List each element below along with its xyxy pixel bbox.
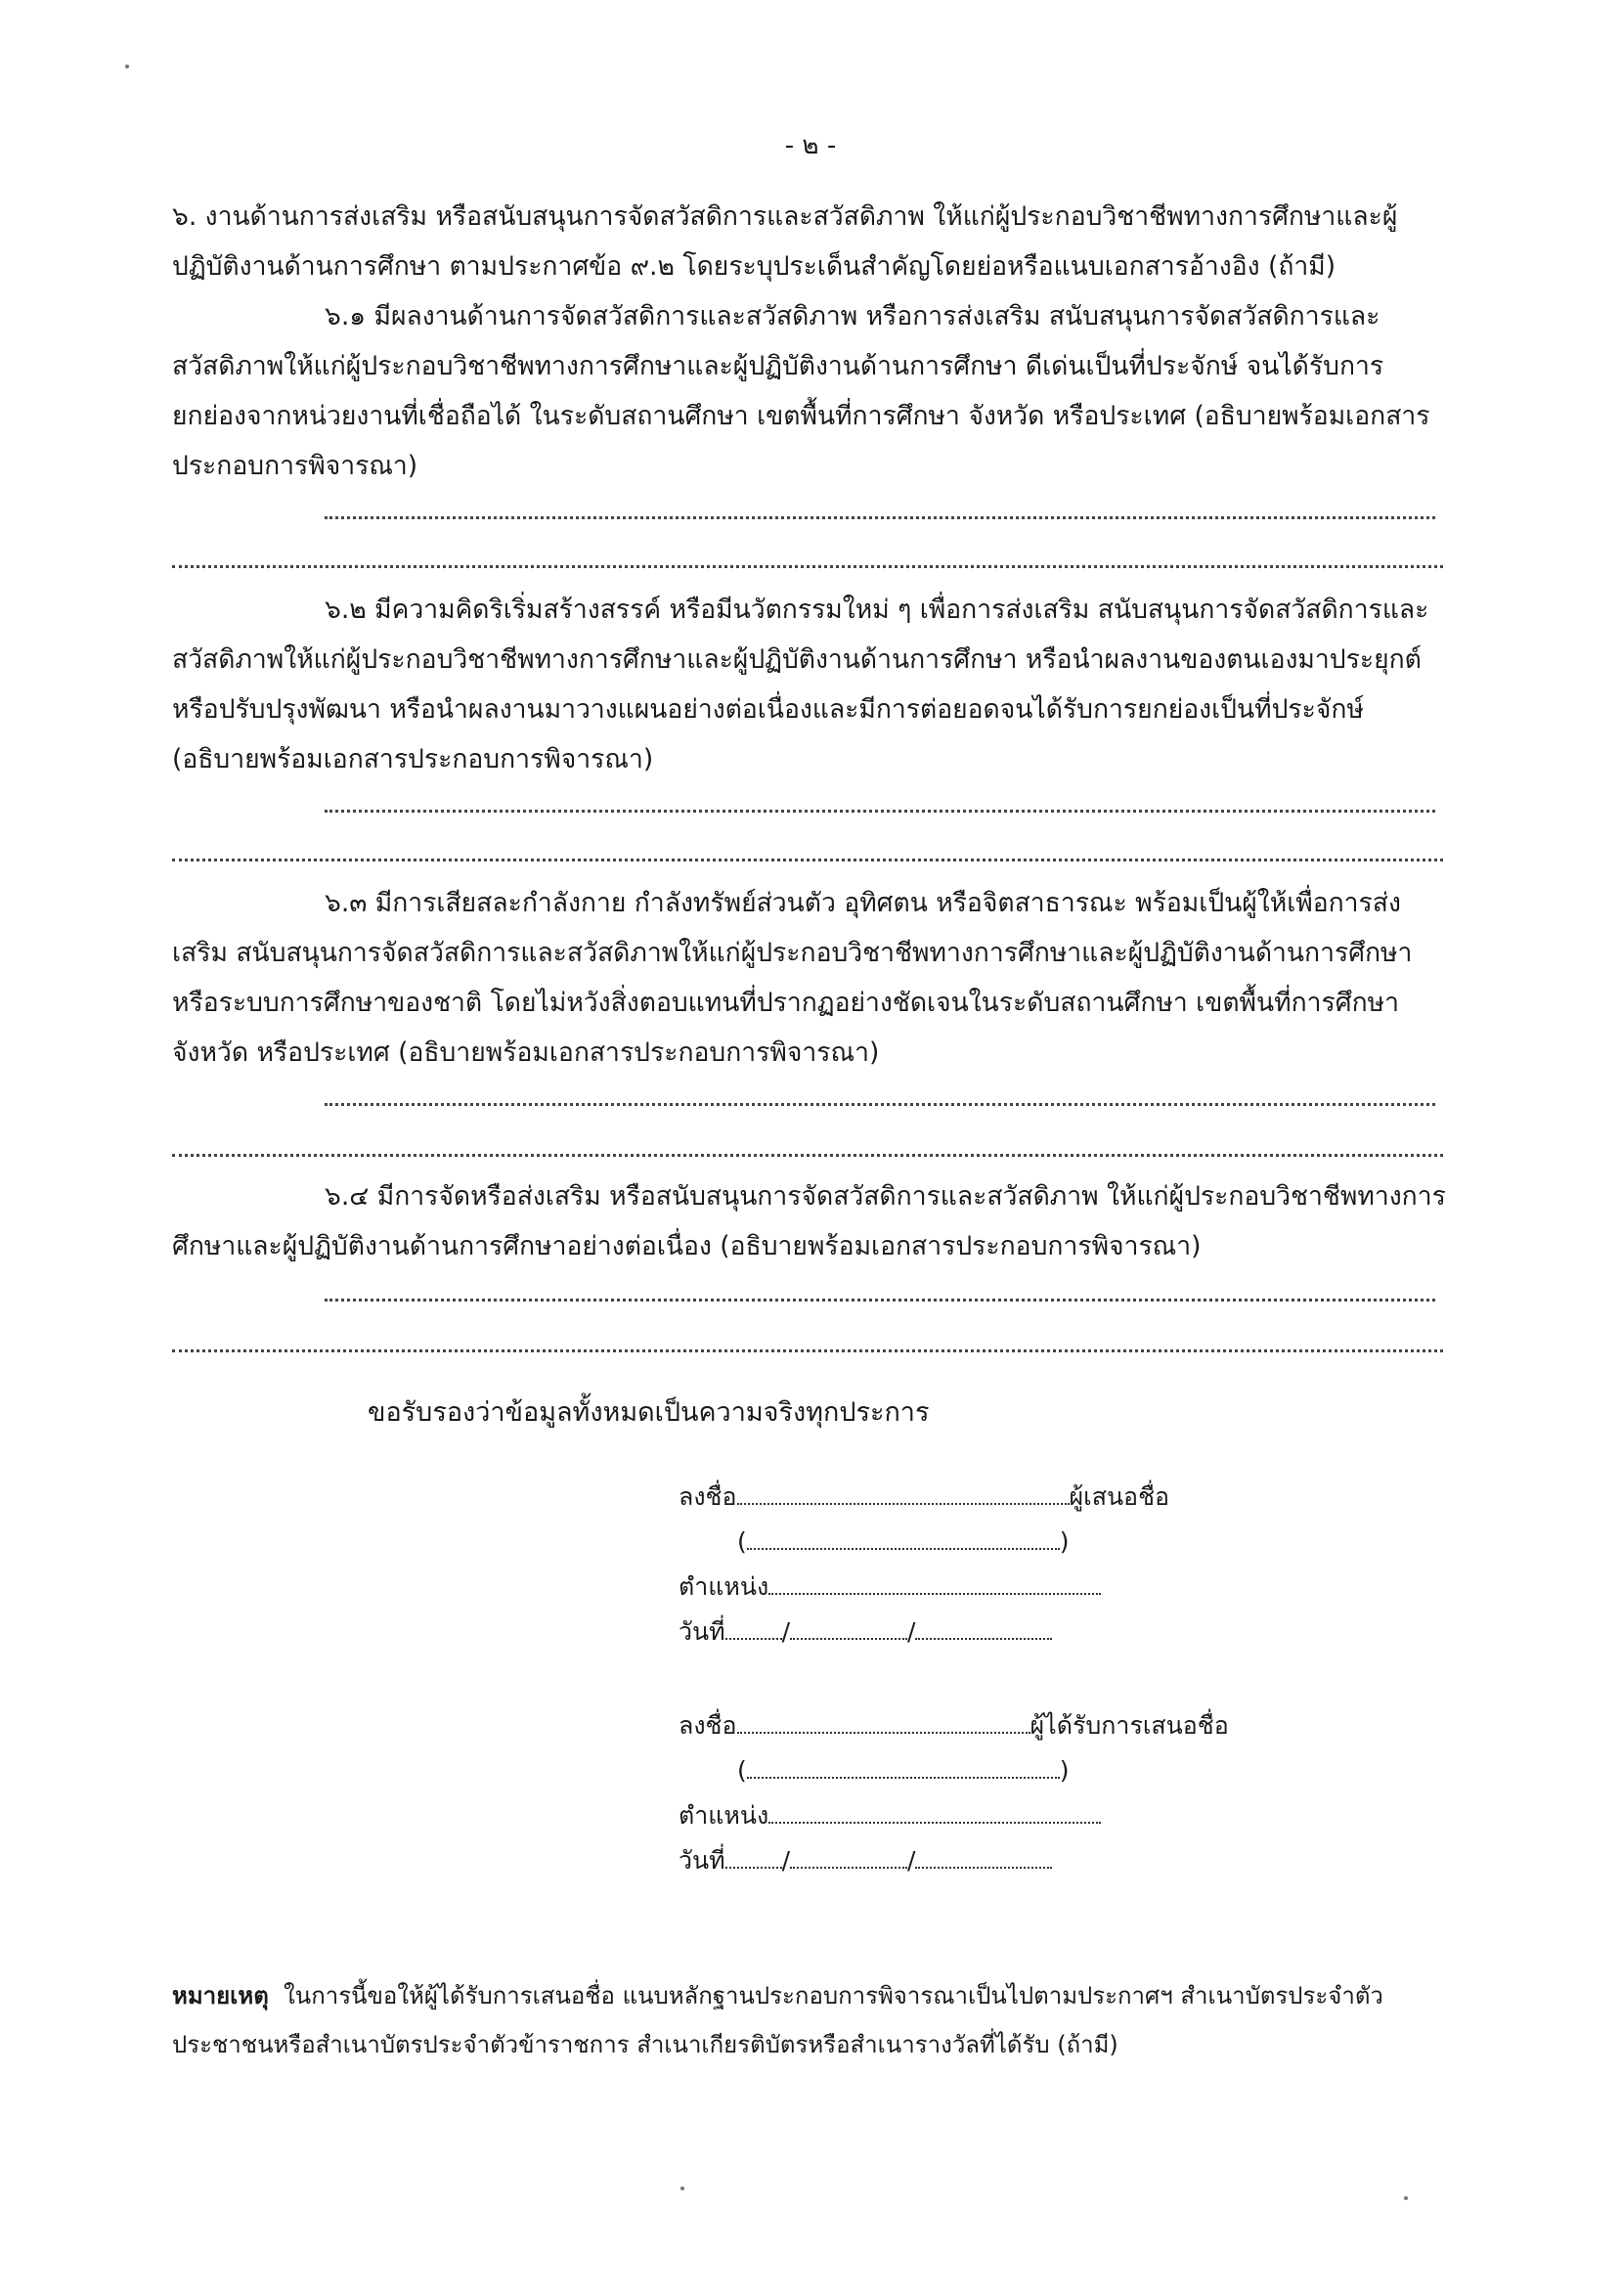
nominee-sign-field[interactable] [737, 1712, 1030, 1734]
answer-line-6-3a[interactable] [325, 1103, 1435, 1106]
nominator-sign-field[interactable] [737, 1483, 1070, 1505]
scan-speck [680, 2186, 684, 2190]
scan-speck [125, 65, 129, 68]
section-6-1: ๖.๑ มีผลงานด้านการจัดสวัสดิการและสวัสดิภาพ หรือการส่งเสริม สนับสนุนการจัดสวัสดิการและสวัสดิภาพให้แก่ผู้ประกอบวิชาชีพทางการศึกษาและผู้ปฏิบัติงานด้านการศึกษา ดีเด่นเป็นที่ประจักษ์ จนได้รับการยกย่องจากหน่วยงานที่เชื่อถือได้ ในระดับสถานศึกษา เขตพื้นที่การศึกษา จังหวัด หรือประเทศ (อธิบายพร้อมเอกสารประกอบการพิจารณา) [172, 301, 1430, 481]
page-number: - ๒ - [784, 131, 837, 160]
nominator-year-field[interactable] [915, 1618, 1052, 1640]
answer-line-6-1b[interactable] [172, 565, 1443, 568]
answer-line-6-2a[interactable] [325, 810, 1435, 813]
nominator-name-row: ( ) [737, 1527, 1070, 1556]
section-6-2: ๖.๒ มีความคิดริเริ่มสร้างสรรค์ หรือมีนวัตกรรมใหม่ ๆ เพื่อการส่งเสริม สนับสนุนการจัดสวัสดิการและสวัสดิภาพให้แก่ผู้ประกอบวิชาชีพทางการศึกษาและผู้ปฏิบัติงานด้านการศึกษา หรือนำผลงานของตนเองมาประยุกต์หรือปรับปรุงพัฒนา หรือนำผลงานมาวางแผนอย่างต่อเนื่องและมีการต่อยอดจนได้รับการยกย่องเป็นที่ประจักษ์ (อธิบายพร้อมเอกสารประกอบการพิจารณา) [172, 595, 1429, 774]
answer-line-6-1a[interactable] [325, 516, 1435, 519]
remark-note [172, 1971, 1447, 2069]
nominee-day-field[interactable] [725, 1847, 782, 1869]
section-6-4: ๖.๔ มีการจัดหรือส่งเสริม หรือสนับสนุนการจัดสวัสดิการและสวัสดิภาพ ให้แก่ผู้ประกอบวิชาชีพทางการศึกษาและผู้ปฏิบัติงานด้านการศึกษาอย่างต่อเนื่อง (อธิบายพร้อมเอกสารประกอบการพิจารณา) [172, 1181, 1446, 1261]
nominator-day-field[interactable] [725, 1618, 782, 1640]
answer-line-6-2b[interactable] [172, 859, 1443, 861]
section-6-3: ๖.๓ มีการเสียสละกำลังกาย กำลังทรัพย์ส่วนตัว อุทิศตน หรือจิตสาธารณะ พร้อมเป็นผู้ให้เพื่อการส่งเสริม สนับสนุนการจัดสวัสดิการและสวัสดิภาพให้แก่ผู้ประกอบวิชาชีพทางการศึกษาและผู้ปฏิบัติงานด้านการศึกษา หรือระบบการศึกษาของชาติ โดยไม่หวังสิ่งตอบแทนที่ปรากฏอย่างชัดเจนในระดับสถานศึกษา เขตพื้นที่การศึกษา จังหวัด หรือประเทศ (อธิบายพร้อมเอกสารประกอบการพิจารณา) [172, 888, 1413, 1068]
nominator-signature-block [679, 1475, 1169, 1655]
nominee-name-row: ( ) [737, 1756, 1070, 1785]
nominee-sign-row: ลงชื่อ ผู้ได้รับการเสนอชื่อ [679, 1711, 1229, 1740]
nominator-date-row: วันที่ / / [679, 1610, 1169, 1655]
nominee-date-row: วันที่ / / [679, 1838, 1229, 1883]
answer-line-6-4a[interactable] [325, 1299, 1435, 1302]
answer-line-6-3b[interactable] [172, 1154, 1443, 1157]
nominator-position-field[interactable] [768, 1573, 1101, 1595]
nominee-signature-block [679, 1703, 1229, 1883]
nominator-month-field[interactable] [790, 1618, 907, 1640]
remark-label: หมายเหตุ [172, 1982, 269, 2009]
nominee-position-row: ตำแหน่ง [679, 1793, 1229, 1838]
nominee-name-field[interactable] [747, 1757, 1060, 1779]
scan-speck [1404, 2196, 1408, 2200]
nominee-month-field[interactable] [790, 1847, 907, 1869]
nominator-name-field[interactable] [747, 1528, 1060, 1550]
nominee-year-field[interactable] [915, 1847, 1052, 1869]
nominator-sign-row: ลงชื่อ ผู้เสนอชื่อ [679, 1482, 1170, 1511]
section-6-heading: ๖. งานด้านการส่งเสริม หรือสนับสนุนการจัดสวัสดิการและสวัสดิภาพ ให้แก่ผู้ประกอบวิชาชีพทางการศึกษาและผู้ปฏิบัติงานด้านการศึกษา ตามประกาศข้อ ๙.๒ โดยระบุประเด็นสำคัญโดยย่อหรือแนบเอกสารอ้างอิง (ถ้ามี) [172, 201, 1398, 282]
certification-statement: ขอรับรองว่าข้อมูลทั้งหมดเป็นความจริงทุกประการ [368, 1397, 930, 1428]
answer-line-6-4b[interactable] [172, 1349, 1443, 1352]
remark-text: ในการนี้ขอให้ผู้ได้รับการเสนอชื่อ แนบหลักฐานประกอบการพิจารณาเป็นไปตามประกาศฯ สำเนาบัตรประจำตัวประชาชนหรือสำเนาบัตรประจำตัวข้าราชการ สำเนาเกียรติบัตรหรือสำเนารางวัลที่ได้รับ (ถ้ามี) [172, 1982, 1383, 2058]
nominee-position-field[interactable] [768, 1802, 1101, 1824]
nominator-position-row: ตำแหน่ง [679, 1565, 1169, 1610]
